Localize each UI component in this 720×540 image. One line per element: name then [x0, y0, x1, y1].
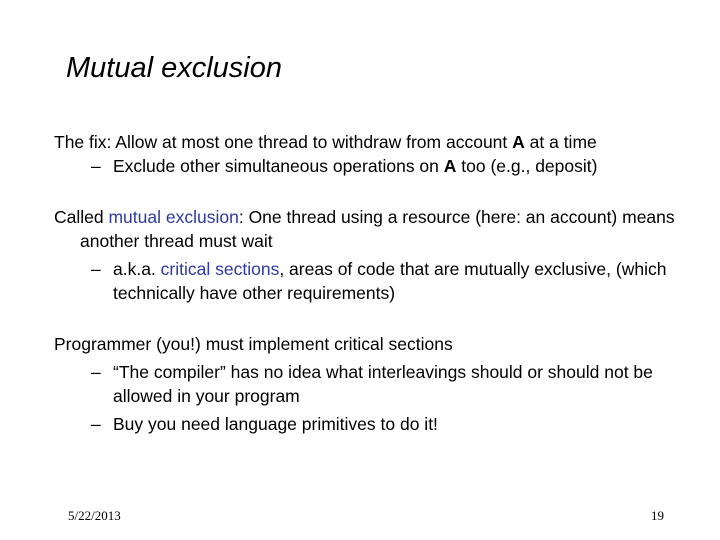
sub-bullet-primitives — [54, 412, 694, 436]
bullet-called — [54, 205, 694, 253]
dash-marker: – — [91, 259, 101, 279]
sub-bullet-compiler — [54, 360, 694, 408]
sub-bullet-exclude — [54, 154, 694, 178]
bullet-fix-text-end: at a time — [524, 132, 597, 152]
slide-title: Mutual exclusion — [66, 52, 282, 84]
sub-bullet-compiler-text: “The compiler” has no idea what interleavings should or should not be allowed in your program — [113, 362, 653, 406]
term-critical-sections: critical sections — [160, 259, 280, 279]
bullet-fix — [54, 130, 694, 154]
sub-bullet-exclude-text-end: too (e.g., deposit) — [456, 156, 598, 176]
footer-date: 5/22/2013 — [68, 508, 121, 523]
bullet-called-text: Called — [54, 207, 109, 227]
bullet-called-text-end: : One thread using a resource (here: an account) means another thread must wait — [80, 207, 675, 251]
slide-number: 19 — [651, 508, 664, 523]
term-mutual-exclusion: mutual exclusion — [108, 207, 239, 227]
slide-body — [54, 130, 694, 436]
sub-bullet-exclude-text: Exclude other simultaneous operations on — [113, 156, 444, 176]
bullet-programmer: Programmer (you!) must implement critical sections — [54, 334, 453, 354]
bullet-fix-bold: A — [512, 132, 525, 152]
sub-bullet-aka-text: a.k.a. — [113, 259, 161, 279]
dash-marker: – — [91, 362, 101, 382]
sub-bullet-primitives-text: Buy you need language primitives to do it! — [113, 414, 438, 434]
sub-bullet-aka — [54, 257, 694, 305]
bullet-fix-text: The fix: Allow at most one thread to withdraw from account — [54, 132, 513, 152]
dash-marker: – — [91, 156, 101, 176]
sub-bullet-exclude-bold: A — [443, 156, 457, 176]
dash-marker: – — [91, 414, 101, 434]
sub-bullet-aka-text-end: , areas of code that are mutually exclusive, (which technically have other requirements) — [113, 259, 667, 303]
